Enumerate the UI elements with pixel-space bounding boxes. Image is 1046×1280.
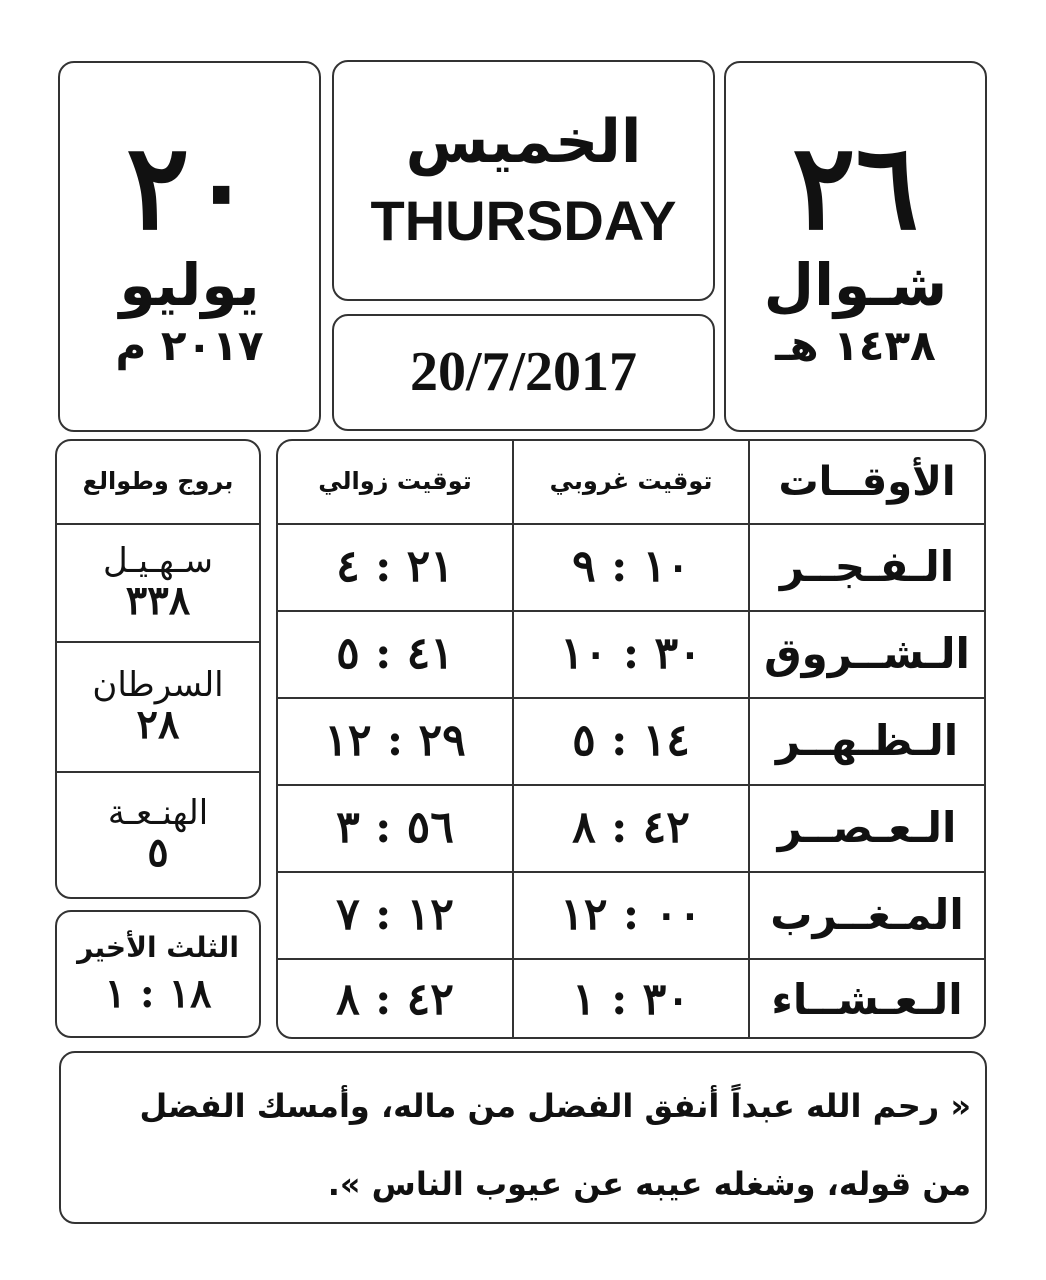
zawali-time: ١٢ : ٧ bbox=[336, 889, 454, 941]
weekday-english: THURSDAY bbox=[370, 188, 677, 252]
quote-box bbox=[59, 1051, 987, 1224]
gregorian-date-box bbox=[58, 61, 321, 432]
prayer-name-cell bbox=[748, 960, 984, 1039]
header-zawali-label: توقيت زوالي bbox=[318, 467, 472, 496]
table-row bbox=[278, 699, 984, 786]
zawali-time-cell bbox=[278, 699, 512, 784]
ghurubi-time: ٣٠ : ١٠ bbox=[560, 628, 702, 680]
weekday-box bbox=[332, 60, 715, 301]
last-third-box bbox=[55, 910, 261, 1038]
star-name: سـهـيـل bbox=[102, 541, 214, 582]
table-row bbox=[278, 786, 984, 873]
header-ghurubi-label: توقيت غروبي bbox=[549, 467, 713, 496]
prayer-times-table bbox=[276, 439, 986, 1039]
list-item bbox=[57, 643, 259, 773]
zawali-time: ٢١ : ٤ bbox=[336, 541, 454, 593]
ghurubi-time-cell bbox=[512, 786, 748, 871]
gregorian-month: يوليو bbox=[119, 250, 260, 319]
numeric-date-box bbox=[332, 314, 715, 431]
last-third-title: الثلث الأخير bbox=[77, 931, 239, 965]
prayer-name: الـفـجــر bbox=[779, 542, 955, 592]
prayer-name: الـظـهــر bbox=[775, 716, 959, 766]
ghurubi-time-cell bbox=[512, 960, 748, 1039]
prayer-name: الـعـشــاء bbox=[771, 975, 963, 1025]
table-row bbox=[278, 960, 984, 1039]
zodiac-title: بروج وطوالع bbox=[82, 467, 234, 496]
header-times-label: الأوقــات bbox=[778, 459, 956, 505]
gregorian-year: ٢٠١٧ م bbox=[115, 320, 264, 370]
header-ghurubi-cell bbox=[512, 441, 748, 523]
zawali-time: ٢٩ : ١٢ bbox=[324, 715, 466, 767]
hijri-day: ٢٦ bbox=[792, 117, 919, 257]
prayer-name: الـشــروق bbox=[764, 629, 970, 679]
numeric-date: 20/7/2017 bbox=[409, 341, 638, 404]
list-item bbox=[57, 773, 259, 897]
header-times-cell bbox=[748, 441, 984, 523]
hijri-year: ١٤٣٨ هـ bbox=[775, 320, 936, 370]
prayer-name-cell bbox=[748, 873, 984, 958]
table-row bbox=[278, 873, 984, 960]
hijri-month: شـوال bbox=[763, 250, 948, 319]
prayer-name-cell bbox=[748, 699, 984, 784]
quote-text bbox=[75, 1067, 971, 1223]
zawali-time-cell bbox=[278, 786, 512, 871]
list-item bbox=[57, 525, 259, 643]
hijri-date-box bbox=[724, 61, 987, 432]
ghurubi-time-cell bbox=[512, 525, 748, 610]
zawali-time: ٥٦ : ٣ bbox=[336, 802, 454, 854]
star-name: الهنـعـة bbox=[107, 793, 209, 834]
ghurubi-time: ٤٢ : ٨ bbox=[572, 802, 690, 854]
ghurubi-time-cell bbox=[512, 873, 748, 958]
star-value: ٥ bbox=[147, 828, 169, 876]
ghurubi-time: ١٤ : ٥ bbox=[572, 715, 690, 767]
prayer-name-cell bbox=[748, 786, 984, 871]
zawali-time: ٤١ : ٥ bbox=[336, 628, 454, 680]
ghurubi-time-cell bbox=[512, 612, 748, 697]
weekday-arabic: الخميس bbox=[405, 106, 642, 177]
last-third-value: ١٨ : ١ bbox=[104, 969, 212, 1017]
ghurubi-time: ١٠ : ٩ bbox=[572, 541, 690, 593]
star-value: ٣٣٨ bbox=[125, 576, 191, 624]
ghurubi-time: ٣٠ : ١ bbox=[572, 974, 690, 1026]
ghurubi-time: ٠٠ : ١٢ bbox=[560, 889, 702, 941]
star-value: ٢٨ bbox=[136, 700, 180, 748]
zawali-time: ٤٢ : ٨ bbox=[336, 974, 454, 1026]
prayer-name-cell bbox=[748, 525, 984, 610]
ghurubi-time-cell bbox=[512, 699, 748, 784]
prayer-name: المـغــرب bbox=[770, 890, 964, 940]
prayer-name-cell bbox=[748, 612, 984, 697]
star-name: السرطان bbox=[92, 665, 224, 706]
zawali-time-cell bbox=[278, 873, 512, 958]
zodiac-title-row bbox=[57, 441, 259, 525]
quote-line-1: « رحم الله عبداً أنفق الفضل من ماله، وأمسك الفضل bbox=[139, 1087, 971, 1125]
zawali-time-cell bbox=[278, 960, 512, 1039]
table-header-row bbox=[278, 441, 984, 525]
quote-line-2: من قوله، وشغله عيبه عن عيوب الناس ». bbox=[327, 1165, 971, 1203]
table-row bbox=[278, 525, 984, 612]
header-zawali-cell bbox=[278, 441, 512, 523]
zawali-time-cell bbox=[278, 612, 512, 697]
prayer-name: الـعـصــر bbox=[777, 803, 957, 853]
zodiac-stars-box bbox=[55, 439, 261, 899]
table-row bbox=[278, 612, 984, 699]
zawali-time-cell bbox=[278, 525, 512, 610]
gregorian-day: ٢٠ bbox=[126, 117, 253, 257]
